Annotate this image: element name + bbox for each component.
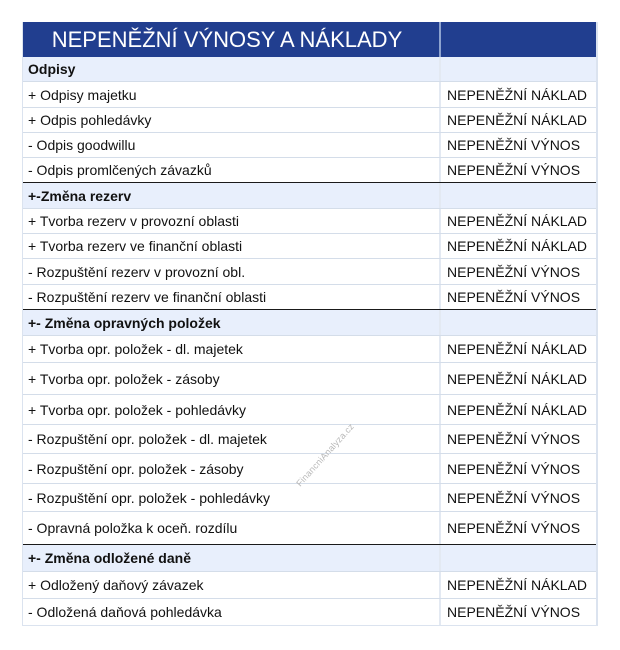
item-type: NEPENĚŽNÍ VÝNOS [447,520,581,536]
table-row [23,133,596,158]
item-label: - Rozpuštění opr. položek - zásoby [23,454,441,483]
item-type: NEPENĚŽNÍ NÁKLAD [447,86,588,103]
item-type: NEPENĚŽNÍ VÝNOS [447,263,581,280]
header-empty-cell [441,22,596,57]
table-header-row [23,22,596,57]
item-type: NEPENĚŽNÍ VÝNOS [447,137,581,153]
table-row [23,425,596,454]
table-row [23,285,596,310]
item-label: - Rozpuštění rezerv ve finanční oblasti [23,285,441,309]
section-row [23,183,596,209]
item-type: NEPENĚŽNÍ NÁKLAD [447,341,588,357]
item-type: NEPENĚŽNÍ NÁKLAD [447,370,588,387]
section-label: +-Změna rezerv [23,183,441,208]
table-row [23,572,596,599]
item-type: NEPENĚŽNÍ NÁKLAD [447,238,588,254]
item-label: + Tvorba opr. položek - pohledávky [23,395,441,424]
item-type: NEPENĚŽNÍ NÁKLAD [447,577,588,593]
section-label: Odpisy [23,57,441,81]
item-label: + Odpis pohledávky [23,108,441,132]
watermark-text: FinancniAnalyza.cz [294,421,357,489]
section-row [23,545,596,572]
non-cash-items-table [22,22,598,626]
section-empty-cell [441,310,596,335]
section-label: +- Změna opravných položek [23,310,441,335]
item-type: NEPENĚŽNÍ VÝNOS [447,289,581,305]
item-label: + Tvorba opr. položek - dl. majetek [23,336,441,362]
table-title: NEPENĚŽNÍ VÝNOSY A NÁKLADY [23,22,441,57]
item-label: - Odpis goodwillu [23,133,441,157]
table-row [23,599,596,625]
table-row [23,395,596,425]
table-row [23,336,596,363]
item-label: - Odložená daňová pohledávka [23,599,441,625]
table-row [23,209,596,234]
item-label: + Tvorba opr. položek - zásoby [23,363,441,394]
section-empty-cell [441,545,596,571]
table-row [23,259,596,285]
item-label: - Opravná položka k oceň. rozdílu [23,512,441,544]
item-type: NEPENĚŽNÍ NÁKLAD [447,112,588,128]
item-type: NEPENĚŽNÍ NÁKLAD [447,401,588,418]
table-row [23,363,596,395]
table-row [23,82,596,108]
section-empty-cell [441,183,596,208]
section-row [23,310,596,336]
item-label: + Odpisy majetku [23,82,441,107]
item-label: - Odpis promlčených závazků [23,158,441,182]
item-type: NEPENĚŽNÍ VÝNOS [447,489,581,506]
table-row [23,158,596,183]
item-label: - Rozpuštění opr. položek - pohledávky [23,484,441,511]
item-type: NEPENĚŽNÍ VÝNOS [447,162,581,178]
item-label: - Rozpuštění opr. položek - dl. majetek [23,425,441,453]
table-row [23,484,596,512]
table-row [23,108,596,133]
section-label: +- Změna odložené daně [23,545,441,571]
item-type: NEPENĚŽNÍ NÁKLAD [447,213,588,229]
section-empty-cell [441,57,596,81]
item-label: + Odložený daňový závazek [23,572,441,598]
table-row [23,234,596,259]
table-row [23,512,596,545]
item-type: NEPENĚŽNÍ VÝNOS [447,460,581,477]
section-row [23,57,596,82]
item-label: - Rozpuštění rezerv v provozní obl. [23,259,441,284]
item-type: NEPENĚŽNÍ VÝNOS [447,604,581,620]
item-label: + Tvorba rezerv v provozní oblasti [23,209,441,233]
item-type: NEPENĚŽNÍ VÝNOS [447,431,581,447]
item-label: + Tvorba rezerv ve finanční oblasti [23,234,441,258]
